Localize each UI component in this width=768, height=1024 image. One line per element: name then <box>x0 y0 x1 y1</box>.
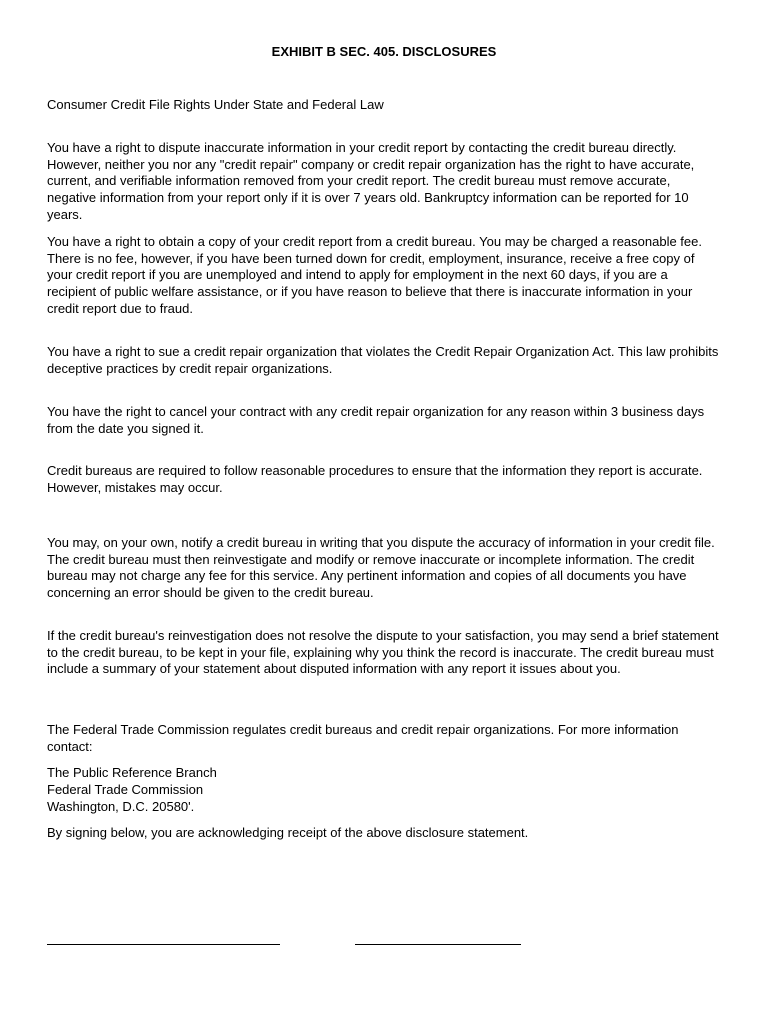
date-line[interactable] <box>355 944 521 945</box>
paragraph-reinvestigation: If the credit bureau's reinvestigation does not resolve the dispute to your satisfaction, you may send a brief statement to the credit bureau, to be kept in your file, explaining why you think the record is inaccurate. The credit bureau must include a summary of your statement about disputed information with any report it issues about you. <box>47 628 719 677</box>
document-title: EXHIBIT B SEC. 405. DISCLOSURES <box>271 44 497 59</box>
address-line-2: Federal Trade Commission <box>47 782 204 797</box>
paragraph-ftc: The Federal Trade Commission regulates credit bureaus and credit repair organizations. For more information contact: <box>47 722 679 754</box>
address-line-3: Washington, D.C. 20580'. <box>47 799 195 814</box>
paragraph-right-to-sue: You have a right to sue a credit repair organization that violates the Credit Repair Organization Act. This law prohibits deceptive practices by credit repair organizations. <box>47 344 719 376</box>
paragraph-report-copy: You have a right to obtain a copy of your credit report from a credit bureau. You may be charged a reasonable fee. There is no fee, however, if you have been turned down for credit, employment, insurance, receive a free copy of your credit report if you are unemployed and intend to apply for employment in the next 60 days, if you are a recipient of public welfare assistance, or if you have reason to believe that there is inaccurate information in your credit report due to fraud. <box>47 234 702 316</box>
paragraph-dispute-rights: You have a right to dispute inaccurate information in your credit report by contacting the credit bureau directly. However, neither you nor any "credit repair" company or credit repair organization has the right to have accurate, current, and verifiable information removed from your credit report. The credit bureau must remove accurate, negative information from your report only if it is over 7 years old. Bankruptcy information can be reported for 10 years. <box>47 140 695 222</box>
signature-line[interactable] <box>47 944 280 945</box>
paragraph-reasonable-procedures: Credit bureaus are required to follow reasonable procedures to ensure that the information they report is accurate. However, mistakes may occur. <box>47 463 703 495</box>
address-line-1: The Public Reference Branch <box>47 765 217 780</box>
paragraph-cancel-contract: You have the right to cancel your contract with any credit repair organization for any reason within 3 business days from the date you signed it. <box>47 404 705 436</box>
document-subtitle: Consumer Credit File Rights Under State and Federal Law <box>47 97 384 112</box>
acknowledgement-statement: By signing below, you are acknowledging receipt of the above disclosure statement. <box>47 825 529 840</box>
paragraph-notify-bureau: You may, on your own, notify a credit bureau in writing that you dispute the accuracy of information in your credit file. The credit bureau must then reinvestigate and modify or remove inaccurate or incomplete information. The credit bureau may not charge any fee for this service. Any pertinent information and copies of all documents you have concerning an error should be given to the credit bureau. <box>47 535 715 601</box>
